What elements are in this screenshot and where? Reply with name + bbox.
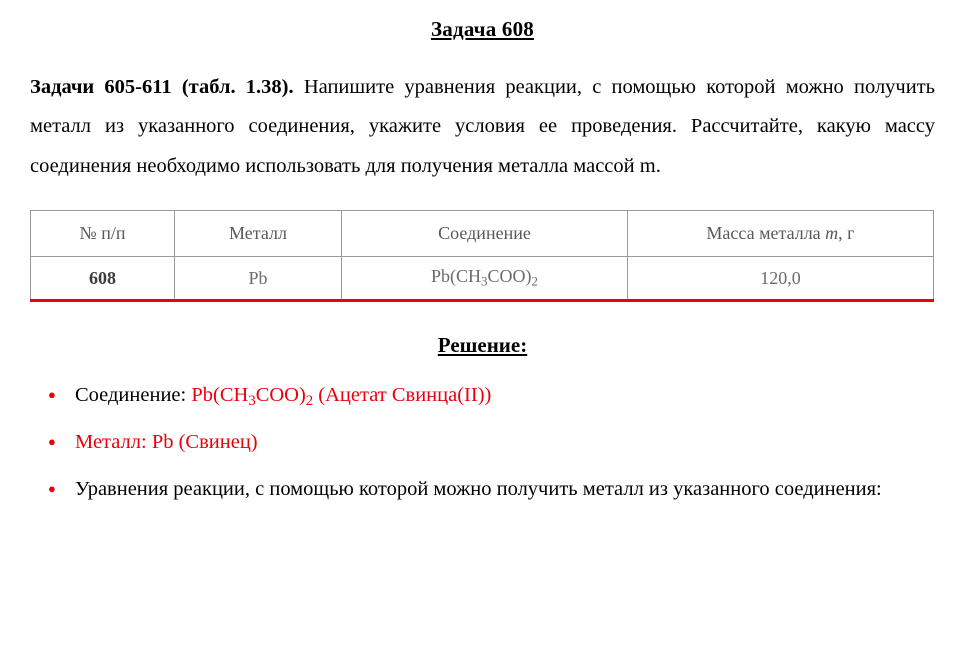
- solution-heading: Решение:: [437, 333, 528, 358]
- solution-list: [30, 376, 935, 509]
- bullet-1-label: Соединение:: [75, 384, 192, 407]
- table-row: [31, 257, 934, 301]
- bullet-1-value-mid: COO): [255, 384, 306, 407]
- problem-statement: [30, 68, 935, 186]
- problem-body: Напишите уравнения реакции, с помощью которой можно получить металл из указанного соединения, укажите условия ее проведения. Рассчитайте, какую массу соединения необходимо использовать для получения металла массой m.: [30, 76, 936, 177]
- table-header-row: [31, 211, 934, 257]
- compound-prefix: Pb(CH: [431, 266, 482, 287]
- bullet-1-sub-1: 3: [248, 393, 256, 410]
- header-metal: Металл: [175, 211, 342, 257]
- list-item: ● Металл: Pb (Свинец): [30, 423, 935, 462]
- bullet-1-value-suffix: (Ацетат Свинца(II)): [313, 384, 492, 407]
- bullet-1-value-prefix: Pb(CH: [191, 384, 249, 407]
- header-mass-symbol: m: [825, 223, 839, 244]
- header-number: № п/п: [31, 211, 175, 257]
- header-mass: [628, 211, 934, 257]
- cell-metal: Pb: [175, 257, 342, 301]
- document-page: [0, 17, 965, 650]
- bullet-1-sub-2: 2: [305, 393, 314, 410]
- compound-sub-1: 3: [481, 273, 488, 289]
- list-item: [30, 376, 935, 415]
- table-header: [31, 211, 934, 257]
- compound-sub-2: 2: [531, 273, 538, 289]
- header-mass-suffix: , г: [838, 223, 855, 244]
- cell-mass: 120,0: [628, 257, 934, 301]
- problem-lead: Задачи 605-611 (табл. 1.38).: [30, 76, 294, 98]
- cell-compound: [342, 257, 628, 301]
- list-item: ● Уравнения реакции, с помощью которой можно получить металл из указанного соединения:: [30, 470, 935, 509]
- compound-mid: COO): [487, 266, 532, 287]
- data-table-wrapper: [30, 210, 935, 302]
- page-title: Задача 608: [431, 17, 534, 41]
- header-mass-prefix: Масса металла: [706, 223, 826, 244]
- data-table: [30, 210, 934, 302]
- header-compound: Соединение: [342, 211, 628, 257]
- table-body: [31, 257, 934, 301]
- cell-number: 608: [31, 257, 175, 301]
